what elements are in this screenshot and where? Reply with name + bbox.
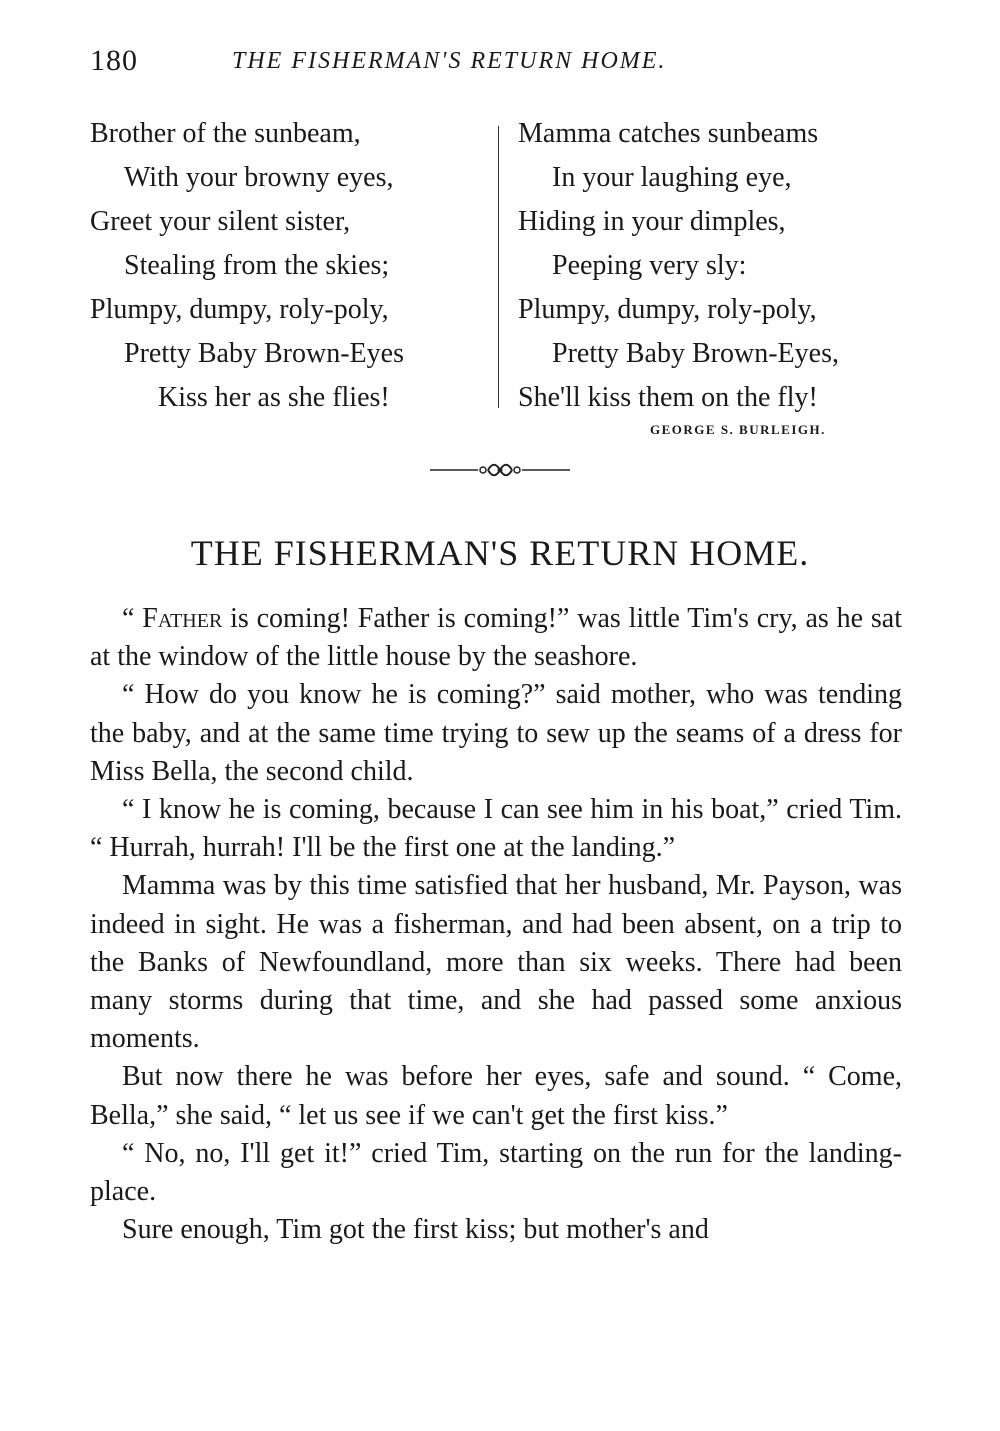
poem-line: Hiding in your dimples, <box>518 206 786 237</box>
poem-line: Plumpy, dumpy, roly-poly, <box>90 294 389 325</box>
story-body <box>90 600 902 1249</box>
paragraph: “ I know he is coming, because I can see him in his boat,” cried Tim. “ Hurrah, hurrah! I'll be the first one at the landing.” <box>90 794 902 864</box>
ornament-divider-icon <box>430 458 570 482</box>
poem-line: Kiss her as she flies! <box>158 382 390 413</box>
paragraph: “ How do you know he is coming?” said mother, who was tending the baby, and at the same time trying to sew up the seams of a dress for Miss Bella, the second child. <box>90 679 902 787</box>
poem-line: With your browny eyes, <box>124 162 394 193</box>
paragraph-text: is coming! Father is coming!” was little Tim's cry, as he sat at the window of the little house by the seashore. <box>90 603 902 673</box>
paragraph: Sure enough, Tim got the first kiss; but mother's and <box>122 1214 709 1246</box>
poem-line: Brother of the sunbeam, <box>90 118 361 149</box>
column-divider <box>498 126 499 408</box>
poem-line: Mamma catches sunbeams <box>518 118 819 149</box>
poem-line: Peeping very sly: <box>552 250 747 281</box>
story-title: THE FISHERMAN'S RETURN HOME. <box>190 533 810 573</box>
paragraph <box>90 600 902 676</box>
drop-lead: “ Father <box>122 603 223 634</box>
poem-left-stanza <box>90 112 490 420</box>
poem-line: Pretty Baby Brown-Eyes <box>124 338 404 369</box>
poem-line: Plumpy, dumpy, roly-poly, <box>518 294 817 325</box>
paragraph: But now there he was before her eyes, safe and sound. “ Come, Bella,” she said, “ let us see if we can't get the first kiss.” <box>90 1061 902 1131</box>
poem-right-stanza <box>518 112 910 420</box>
paragraph: Mamma was by this time satisfied that her husband, Mr. Payson, was indeed in sight. He was a fisherman, and had been absent, on a trip to the Banks of Newfoundland, more than six weeks. There had been many storms during that time, and she had passed some anxious moments. <box>90 870 902 1055</box>
poem-line: In your laughing eye, <box>552 162 792 193</box>
poem-line: Greet your silent sister, <box>90 206 351 237</box>
poem-line: Stealing from the skies; <box>124 250 390 281</box>
poem <box>90 112 910 442</box>
running-head: THE FISHERMAN'S RETURN HOME. <box>232 48 667 74</box>
poem-attribution: GEORGE S. BURLEIGH. <box>650 422 826 437</box>
page-header <box>90 38 910 78</box>
paragraph: “ No, no, I'll get it!” cried Tim, starting on the run for the landing-place. <box>90 1137 902 1208</box>
page-number: 180 <box>90 44 138 77</box>
poem-line: She'll kiss them on the fly! <box>518 382 818 413</box>
poem-line: Pretty Baby Brown-Eyes, <box>552 338 839 369</box>
